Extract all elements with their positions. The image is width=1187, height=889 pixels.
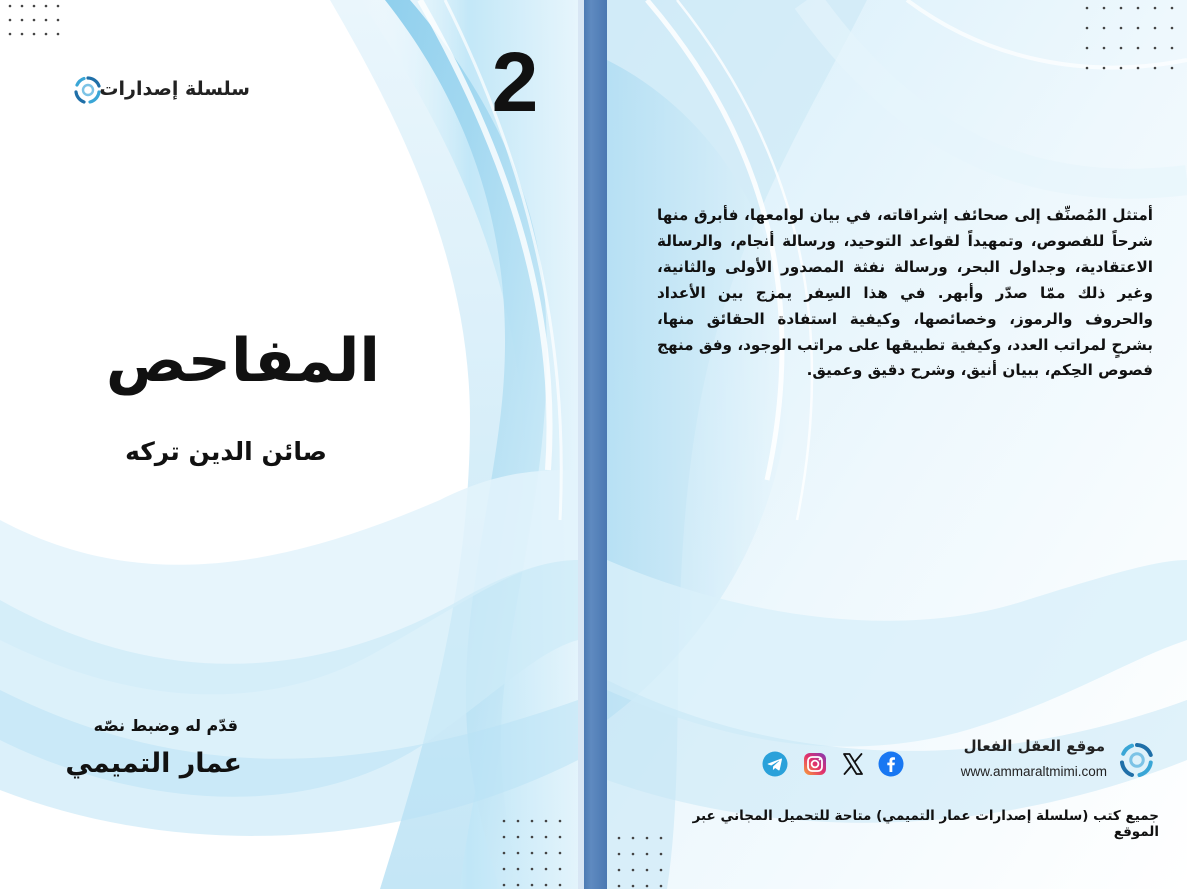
book-blurb: أمتثل المُصنِّف إلى صحائف إشراقاته، في بيان لوامعها، فأبرق منها شرحاً للفصوص، وتمهيداً لقواعد التوحيد، ورسالة أنجام، والرسالة الاعتقادية، وجداول البحر، ورسالة نفثة المصدور الأولى والثانية، وغير ذلك ممّا صدّر وأبهر. في هذا السِفر يمزج بين الأعداد والحروف والرموز، وخصائصها، وكيفية استفادة الحقائق منها، بشرحٍ لمراتب العدد، وكيفية تطبيقها على مراتب الوجود، وفق منهج فصوص الحِكم، ببيان أنيق، وشرح دقيق وعميق. bbox=[657, 206, 1153, 380]
book-author: صائن الدين تركه bbox=[125, 437, 327, 466]
site-name: موقع العقل الفعال bbox=[963, 737, 1105, 755]
facebook-icon[interactable] bbox=[878, 751, 904, 777]
series-label: سلسلة إصدارات bbox=[99, 78, 250, 100]
footer-note: جميع كتب (سلسلة إصدارات عمار التميمي) متاحة للتحميل المجاني عبر الموقع bbox=[692, 808, 1159, 840]
decorative-dots bbox=[1079, 0, 1179, 76]
x-icon[interactable] bbox=[840, 751, 866, 777]
editor-note: قدّم له وضبط نصّه bbox=[93, 716, 238, 735]
decorative-dots bbox=[498, 815, 570, 889]
site-logo-icon bbox=[1117, 740, 1157, 780]
volume-number: 2 bbox=[491, 35, 539, 129]
book-spine bbox=[578, 0, 607, 889]
decorative-dots bbox=[4, 0, 64, 40]
back-cover bbox=[607, 0, 1187, 889]
front-cover bbox=[0, 0, 578, 889]
instagram-icon[interactable] bbox=[802, 751, 828, 777]
telegram-icon[interactable] bbox=[762, 751, 788, 777]
editor-name: عمار التميمي bbox=[65, 748, 242, 779]
site-url[interactable]: www.ammaraltmimi.com bbox=[960, 764, 1107, 779]
book-title: المفاحص bbox=[105, 326, 380, 396]
decorative-dots bbox=[613, 832, 677, 889]
